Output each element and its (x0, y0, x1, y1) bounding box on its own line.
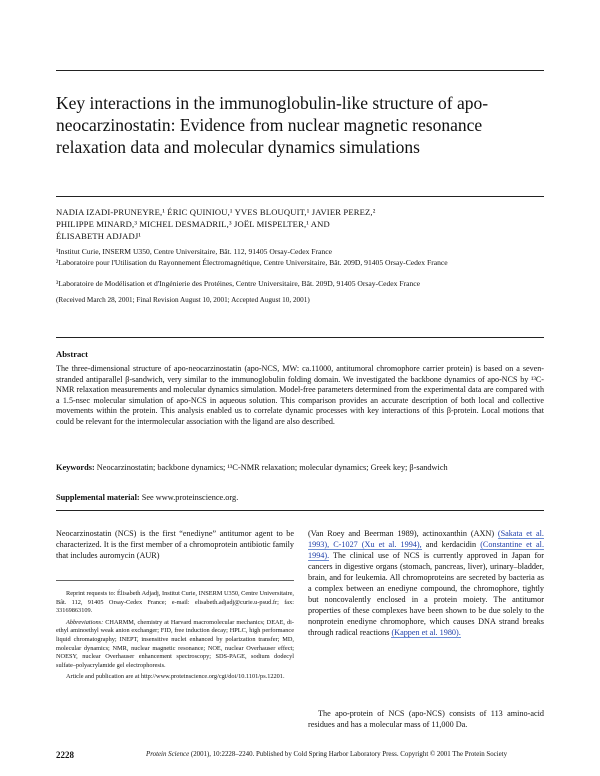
abstract-text: The three-dimensional structure of apo-neocarzinostatin (apo-NCS, MW: ca.11000, antitumoral chromophore carrier protein) is based on a seven-stranded antiparallel β-sandwich, very similar to the immunoglobulin folding domain. We investigated the backbone dynamics of apo-NCS by ¹³C-NMR relaxation measurements and molecular dynamics simulation. Model-free parameters determined from the experimental data are compared with a 1.5-nsec molecular simulation of apo-NCS in aqueous solution. This comparison provides an accurate description of both local and collective movements within the protein. This analysis enabled us to correlate dynamic processes with key interactions of this β-protein. Local motions that could be relevant for the intermolecular association with the ligand are also described. (56, 364, 544, 426)
author-list (56, 206, 536, 242)
abstract-heading: Abstract (56, 349, 88, 359)
apo-ncs-paragraph: The apo-protein of NCS (apo-NCS) consists of 113 amino-acid residues and has a molecular mass of 11,000 Da. (308, 709, 544, 729)
keywords-label: Keywords: (56, 463, 95, 472)
top-rule (56, 70, 544, 71)
title-rule (56, 196, 544, 197)
supplemental-material (56, 493, 544, 502)
footnote-rule (56, 580, 294, 581)
text-run: The clinical use of NCS is currently approved in Japan for cancers in digestive organs (stomach, pancreas, liver), urinary–bladder, brain, and for leukemia. All chromoproteins are secreted by bacteria as a complex between an enediyne compound, the chromophore, tightly but noncovalently enclosed in a protein moiety. The antitumor properties of these complexes have been shown to be due solely to the nonprotein enediyne chromophore, which causes DNA strand breaks through radical reactions (308, 551, 544, 637)
citation-text: (2001), 10:2228–2240. Published by Cold Spring Harbor Laboratory Press. Copyright © 2001 The Protein Society (189, 751, 508, 758)
text-run: (Van Roey and Beerman 1989), actinoxanthin (AXN) (308, 529, 498, 538)
abbreviations-text: CHARMM, chemistry at Harvard macromolecular mechanics; DEAE, di-ethyl aminoethyl weak anion exchanger; FID, free induction decay; HPLC, high performance liquid chromatography; INEPT, insensitive nuclei enhanced by polarization transfer; MD, molecular dynamics; NMR, nuclear magnetic resonance; NOE, nuclear Overhauser effect; NOESY, nuclear Overhauser enhancement spectroscopy; SDS-PAGE, sodium dodecyl sulfate–polyacrylamide gel electrophoresis. (56, 618, 294, 669)
keywords (56, 462, 544, 473)
authors-line: NADIA IZADI-PRUNEYRE,¹ ÉRIC QUINIOU,¹ YVES BLOUQUIT,¹ JAVIER PEREZ,² (56, 207, 376, 217)
journal-citation (146, 751, 507, 758)
article-title: Key interactions in the immunoglobulin-like structure of apo-neocarzinostatin: Evidence from nuclear magnetic resonance relaxation data and molecular dynamics simulations (56, 93, 489, 157)
footnotes (56, 590, 294, 682)
citation-link[interactable]: (Constantine et al. 1994). (308, 540, 544, 560)
abstract-bottom-rule (56, 510, 544, 511)
page-number: 2228 (56, 750, 74, 760)
supplemental-link[interactable]: See www.proteinscience.org. (141, 493, 239, 502)
abbreviations-label: Abbreviations: (66, 618, 104, 626)
reprint-footnote: Reprint requests to: Élisabeth Adjadj, Institut Curie, INSERM U350, Centre Universitaire, Bât. 112, 91405 Orsay-Cedex France; e-mail: elisabeth.adjadj@curie.u-psud.fr; fax: 33169863109. (56, 590, 294, 615)
authors-line: ÉLISABETH ADJADJ¹ (56, 231, 142, 241)
received-dates: (Received March 28, 2001; Final Revision August 10, 2001; Accepted August 10, 2001) (56, 296, 310, 304)
affiliation-2: ²Laboratoire pour l'Utilisation du Rayonnement Électromagnétique, Centre Universitaire, Bât. 209D, 91405 Orsay-Cedex France (56, 258, 448, 267)
abstract-top-rule (56, 337, 544, 338)
journal-name: Protein Science (146, 751, 190, 758)
supplemental-label: Supplemental material: (56, 493, 140, 502)
right-column-paragraph (308, 528, 544, 638)
intro-paragraph: Neocarzinostatin (NCS) is the first “enediyne” antitumor agent to be characterized. It is the first member of a chromoprotein antibiotic family that includes auromycin (AUR) (56, 529, 294, 560)
affiliation-1: ¹Institut Curie, INSERM U350, Centre Universitaire, Bât. 112, 91405 Orsay-Cedex France (56, 247, 332, 256)
authors-line: PHILIPPE MINARD,³ MICHEL DESMADRIL,³ JOËL MISPELTER,¹ AND (56, 219, 330, 229)
affiliation-3: ³Laboratoire de Modélisation et d'Ingénierie des Protéines, Centre Universitaire, Bât. 209D, 91405 Orsay-Cedex France (56, 279, 421, 288)
citation-link[interactable]: (Sakata et al. 1993), C-1027 (Xu et al. 1994), (308, 529, 544, 549)
keywords-text: Neocarzinostatin; backbone dynamics; ¹³C-NMR relaxation; molecular dynamics; Greek key; β-sandwich (96, 463, 448, 472)
abbreviations-footnote (56, 619, 294, 671)
citation-link[interactable]: (Kappen et al. 1980). (391, 628, 461, 637)
article-url-footnote: Article and publication are at http://www.proteinscience.org/cgi/doi/10.1101/ps.12201. (66, 673, 285, 681)
text-run: and kerdacidin (421, 540, 481, 549)
